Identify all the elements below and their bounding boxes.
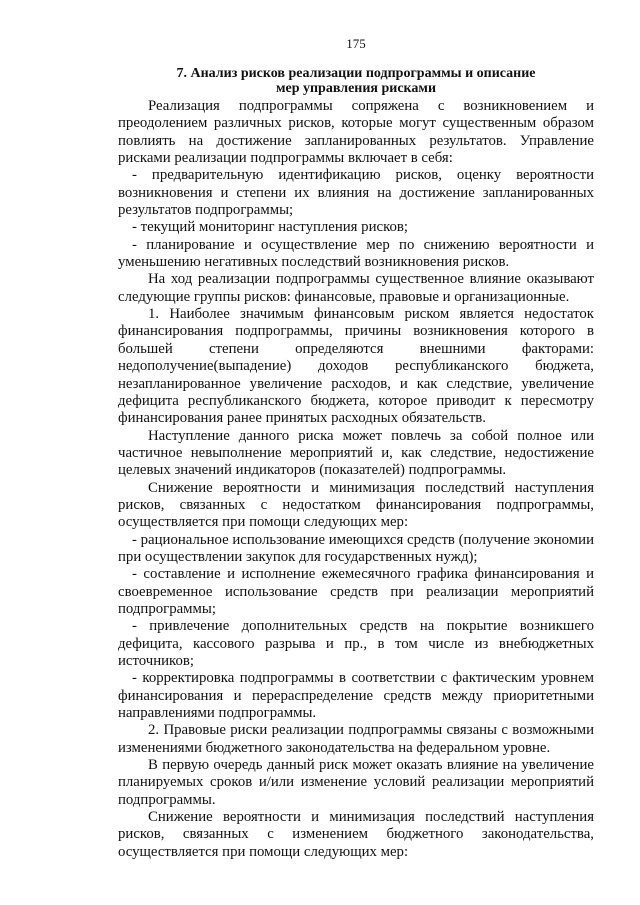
section-heading [118,66,594,96]
paragraph-risk-groups: На ход реализации подпрограммы существенное влияние оказывают следующие группы рисков: финансовые, правовые и организационные. [118,271,594,305]
list-item-monthly-schedule: - составление и исполнение ежемесячного графика финансирования и своевременное использование средств при реализации мероприятий подпрограммы; [118,566,594,617]
paragraph-legal-measures-intro: Снижение вероятности и минимизация последствий наступления рисков, связанных с изменением бюджетного законодательства, осуществляется при помощи следующих мер: [118,809,594,860]
section-heading-line-2: мер управления рисками [275,81,437,96]
paragraph-financial-risk: 1. Наиболее значимым финансовым риском является недостаток финансирования подпрограммы, причины возникновения которого в большей степени определяются внешними факторами: недополучение(выпадение) доходов республиканского бюджета, незапланированное увеличение расходов, и как следствие, увеличение дефицита республиканского бюджета, которое приводит к пересмотру финансирования ранее принятых расходных обязательств. [118,306,594,427]
list-item-monitoring: - текущий мониторинг наступления рисков; [132,219,408,236]
list-item-planning: - планирование и осуществление мер по снижению вероятности и уменьшению негативных последствий возникновения рисков. [118,236,594,271]
paragraph-legal-risk: 2. Правовые риски реализации подпрограммы связаны с возможными изменениями бюджетного законодательства на федеральном уровне. [118,722,594,756]
paragraph-intro: Реализация подпрограммы сопряжена с возникновением и преодолением различных рисков, которые могут существенным образом повлиять на достижение запланированных результатов. Управление рисками реализации подпрограммы включает в себя: [118,98,594,167]
list-item-adjustment: - корректировка подпрограммы в соответствии с фактическим уровнем финансирования и перераспределение средств между приоритетными направлениями подпрограммы. [118,670,594,722]
list-item-rational-use: - рациональное использование имеющихся средств (получение экономии при осуществлении закупок для государственных нужд); [118,531,594,565]
list-item-additional-funds: - привлечение дополнительных средств на покрытие возникшего дефицита, кассового разрыва и пр., в том числе из внебюджетных источников; [118,618,594,669]
page-number: 175 [346,36,366,51]
section-heading-line-1: 7. Анализ рисков реализации подпрограммы и описание [176,66,536,81]
body-text [118,98,594,861]
paragraph-legal-risk-impact: В первую очередь данный риск может оказать влияние на увеличение планируемых сроков и/или изменение условий реализации мероприятий подпрограммы. [118,757,594,808]
list-item-identification: - предварительную идентификацию рисков, оценку вероятности возникновения и степени их влияния на достижение запланированных результатов подпрограммы; [118,167,594,219]
document-page [118,0,594,905]
paragraph-risk-consequences: Наступление данного риска может повлечь за собой полное или частичное невыполнение мероприятий и, как следствие, недостижение целевых значений индикаторов (показателей) подпрограммы. [118,427,594,479]
paragraph-financial-measures-intro: Снижение вероятности и минимизация последствий наступления рисков, связанных с недостатком финансирования подпрограммы, осуществляется при помощи следующих мер: [118,479,594,531]
